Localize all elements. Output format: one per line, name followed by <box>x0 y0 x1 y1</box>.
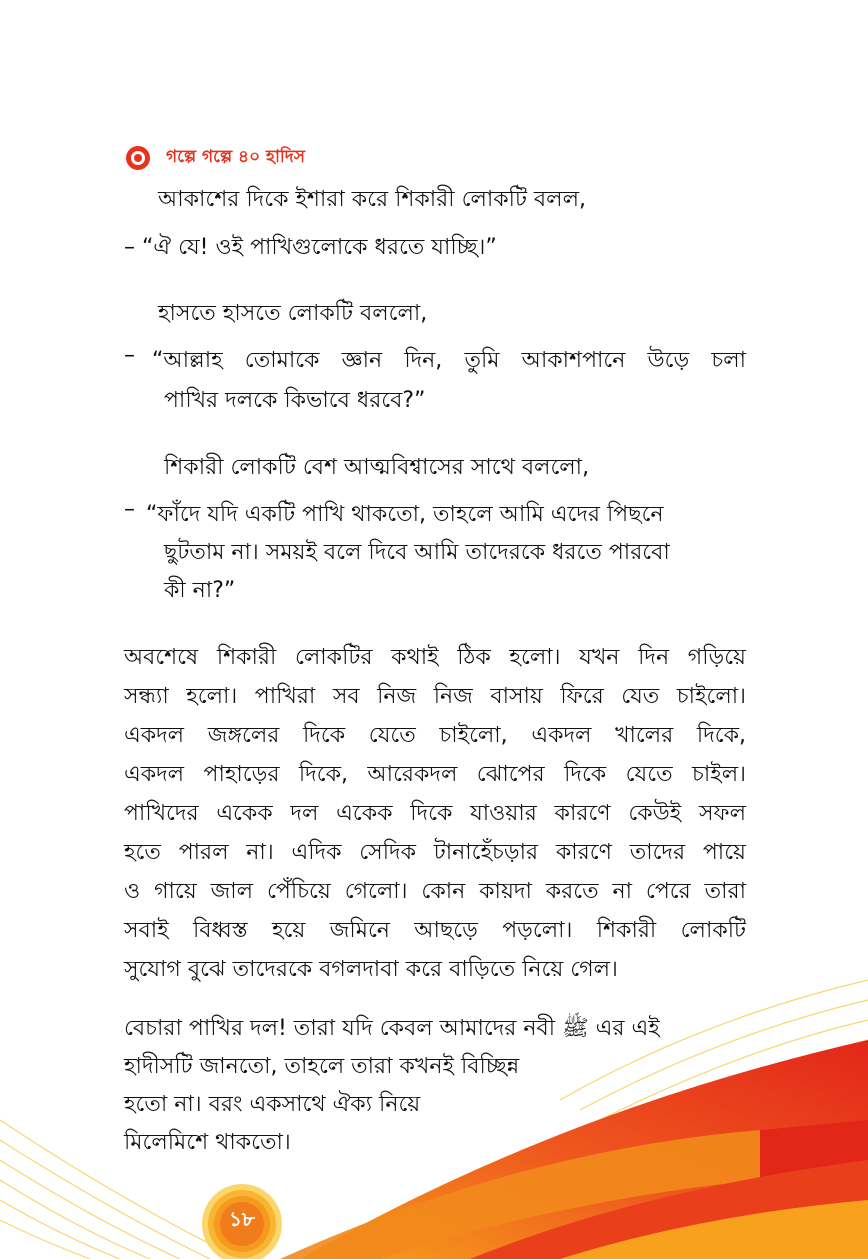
quote-dash: – <box>124 497 135 522</box>
paragraph-line: হতে পারল না। এদিক সেদিক টানাহেঁচড়ার কারণে তাদের পায়ে <box>124 840 746 865</box>
closing-line: মিলেমিশে থাকতো। <box>124 1130 291 1155</box>
paragraph-line: সুযোগ বুঝে তাদেরকে বগলদাবা করে বাড়িতে নিয়ে গেল। <box>124 957 618 982</box>
page-number: ১৮ <box>229 1207 255 1231</box>
quote-3-line-2: ছুটতাম না। সময়ই বলে দিবে আমি তাদেরকে ধরতে পারবো <box>164 540 670 565</box>
ring-bullet-icon <box>124 144 152 172</box>
closing-paragraph <box>124 1010 660 1162</box>
paragraph-line: সন্ধ্যা হলো। পাখিরা সব নিজ নিজ বাসায় ফিরে যেত চাইলো। <box>124 684 746 709</box>
narration-3: শিকারী লোকটি বেশ আত্মবিশ্বাসের সাথে বললো, <box>164 455 590 480</box>
quote-3-line-3: কী না?” <box>164 578 236 603</box>
closing-line: হতো না। বরং একসাথে ঐক্য নিয়ে <box>124 1092 421 1117</box>
narration-1: আকাশের দিকে ইশারা করে শিকারী লোকটি বলল, <box>158 187 586 212</box>
quote-1: – “ঐ যে! ওই পাখিগুলোকে ধরতে যাচ্ছি।” <box>124 235 497 260</box>
narration-2: হাসতে হাসতে লোকটি বললো, <box>158 301 428 326</box>
quote-2 <box>124 343 746 423</box>
paragraph-line: একদল পাহাড়ের দিকে, আরেকদল ঝোপের দিকে যেতে চাইল। <box>124 762 746 787</box>
closing-line: হাদীসটি জানতো, তাহলে তারা কখনই বিচ্ছিন্ন <box>124 1054 520 1079</box>
quote-dash: – <box>124 343 135 368</box>
paragraph-line: একদল জঙ্গলের দিকে যেতে চাইলো, একদল খালের দিকে, <box>124 723 746 748</box>
paragraph-line: সবাই বিধ্বস্ত হয়ে জমিনে আছড়ে পড়লো। শিকারী লোকটি <box>124 918 746 943</box>
quote-3-line-1: “ফাঁদে যদি একটি পাখি থাকতো, তাহলে আমি এদের পিছনে <box>146 502 664 527</box>
quote-2-line-2: পাখির দলকে কিভাবে ধরবে?” <box>164 388 426 413</box>
closing-line: বেচারা পাখির দল! তারা যদি কেবল আমাদের নবী ﷺ এর এই <box>124 1016 660 1041</box>
page-number-badge <box>201 1183 283 1259</box>
paragraph-line: ও গায়ে জাল পেঁচিয়ে গেলো। কোন কায়দা করতে না পেরে তারা <box>124 879 746 904</box>
book-title: গল্পে গল্পে ৪০ হাদিস <box>166 147 305 167</box>
quote-3 <box>124 497 746 617</box>
paragraph-line: পাখিদের একেক দল একেক দিকে যাওয়ার কারণে কেউই সফল <box>124 801 746 826</box>
running-header <box>124 143 305 173</box>
paragraph-line: অবশেষে শিকারী লোকটির কথাই ঠিক হলো। যখন দিন গড়িয়ে <box>124 645 746 670</box>
quote-2-line-1: “আল্লাহ তোমাকে জ্ঞান দিন, তুমি আকাশপানে উড়ে চলা <box>152 348 746 373</box>
story-paragraph <box>124 638 746 989</box>
